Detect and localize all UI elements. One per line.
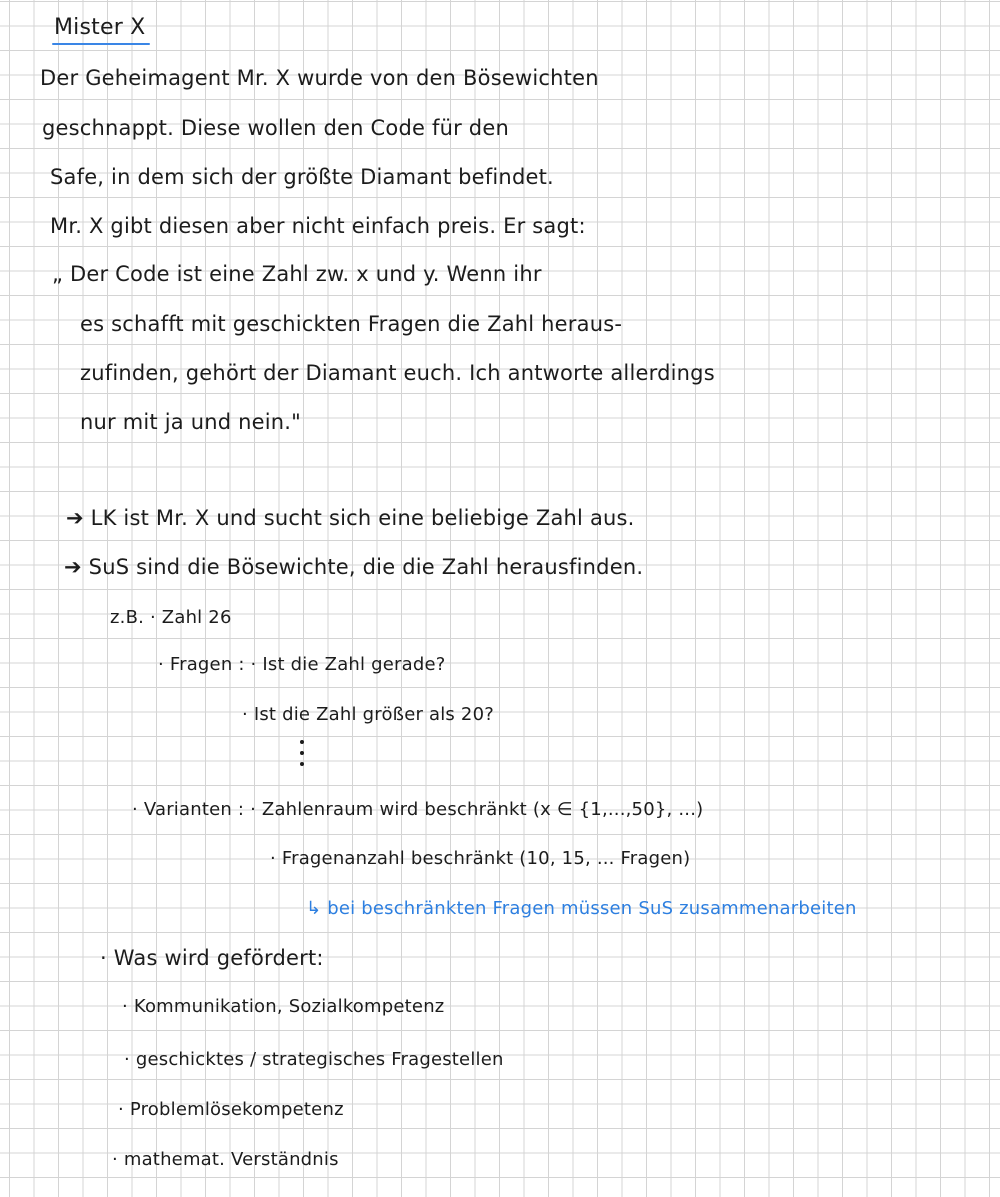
story-line-7: zufinden, gehört der Diamant euch. Ich antworte allerdings bbox=[80, 361, 715, 385]
promoted-item-1: · Kommunikation, Sozialkompetenz bbox=[122, 996, 445, 1017]
role-teacher: ➔ LK ist Mr. X und sucht sich eine beliebige Zahl aus. bbox=[66, 506, 635, 530]
story-line-3: Safe, in dem sich der größte Diamant befindet. bbox=[50, 165, 554, 189]
story-line-1: Der Geheimagent Mr. X wurde von den Bösewichten bbox=[40, 66, 599, 90]
story-line-8: nur mit ja und nein." bbox=[80, 410, 302, 434]
ellipsis-vertical-icon bbox=[300, 740, 306, 773]
example-question-2: · Ist die Zahl größer als 20? bbox=[242, 704, 494, 725]
variants-note: ↳ bei beschränkten Fragen müssen SuS zusammenarbeiten bbox=[306, 898, 857, 919]
variants-line-1: · Varianten : · Zahlenraum wird beschränkt (x ∈ {1,...,50}, ...) bbox=[132, 799, 704, 820]
title-underline bbox=[52, 43, 150, 45]
story-line-2: geschnappt. Diese wollen den Code für den bbox=[42, 116, 509, 140]
story-line-6: es schafft mit geschickten Fragen die Zahl heraus- bbox=[80, 312, 623, 336]
variants-line-2: · Fragenanzahl beschränkt (10, 15, ... Fragen) bbox=[270, 848, 691, 869]
promoted-item-3: · Problemlösekompetenz bbox=[118, 1099, 344, 1120]
page-title: Mister X bbox=[54, 15, 146, 40]
story-line-4: Mr. X gibt diesen aber nicht einfach preis. Er sagt: bbox=[50, 214, 586, 238]
promoted-heading: · Was wird gefördert: bbox=[100, 946, 324, 970]
role-students: ➔ SuS sind die Bösewichte, die die Zahl herausfinden. bbox=[64, 555, 644, 579]
promoted-item-2: · geschicktes / strategisches Fragestellen bbox=[124, 1049, 504, 1070]
example-question-1: · Fragen : · Ist die Zahl gerade? bbox=[158, 654, 446, 675]
example-label: z.B. · Zahl 26 bbox=[110, 607, 232, 628]
promoted-item-4: · mathemat. Verständnis bbox=[112, 1149, 339, 1170]
story-line-5: „ Der Code ist eine Zahl zw. x und y. Wenn ihr bbox=[52, 262, 542, 286]
